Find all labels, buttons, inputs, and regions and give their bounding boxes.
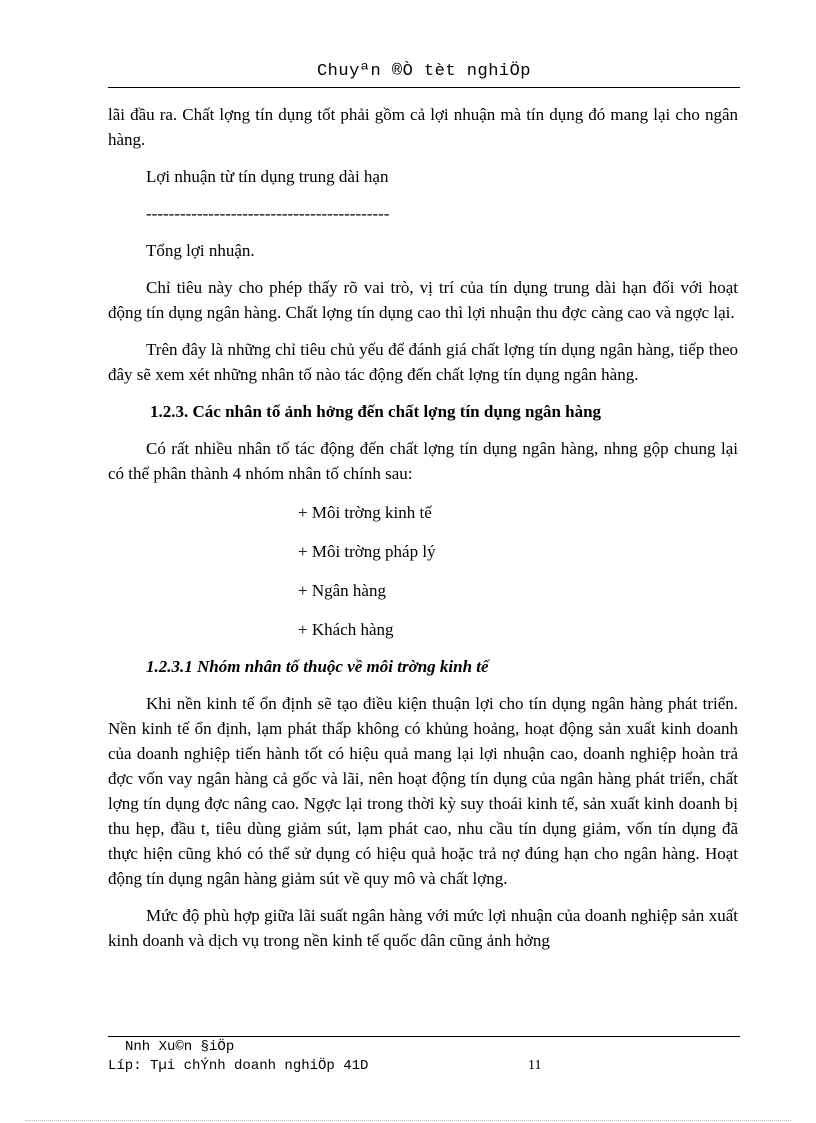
footer-author: Nnh Xu©n §iÖp [125, 1039, 235, 1055]
list-item-economic-environment: + Môi trờng kinh tế [298, 503, 432, 522]
header-divider [108, 87, 740, 88]
paragraph-summary: Trên đây là những chỉ tiêu chủ yếu để đánh giá chất lợng tín dụng ngân hàng, tiếp theo đây sẽ xem xét những nhân tố nào tác động đến chất lợng tín dụng ngân hàng. [108, 340, 738, 384]
list-item-legal-environment: + Môi trờng pháp lý [298, 542, 436, 561]
paragraph-interest-rate: Mức độ phù hợp giữa lãi suất ngân hàng với mức lợi nhuận của doanh nghiệp sản xuất kinh doanh và dịch vụ trong nền kinh tế quốc dân cũng ảnh hởng [108, 906, 738, 950]
page-number: 11 [528, 1058, 542, 1073]
formula-denominator: Tổng lợi nhuận. [146, 241, 255, 260]
paragraph-continuation: lãi đầu ra. Chất lợng tín dụng tốt phải gồm cả lợi nhuận mà tín dụng đó mang lại cho ngân hàng. [108, 105, 738, 149]
section-heading: 1.2.3. Các nhân tố ảnh hởng đến chất lợng tín dụng ngân hàng [150, 402, 602, 421]
document-body [108, 102, 738, 953]
paragraph-indicator-explanation: Chỉ tiêu này cho phép thấy rõ vai trò, vị trí của tín dụng trung dài hạn đối với hoạt động tín dụng ngân hàng. Chất lợng tín dụng cao thì lợi nhuận thu đợc càng cao và ngợc lại. [108, 278, 738, 322]
formula-fraction-line: ------------------------------------------- [146, 204, 390, 223]
page-bottom-border [25, 1120, 791, 1121]
footer-divider [108, 1036, 740, 1037]
page-header-title: Chuyªn ®Ò tèt nghiÖp [316, 62, 532, 81]
list-item-customer: + Khách hàng [298, 620, 394, 639]
formula-numerator: Lợi nhuận từ tín dụng trung dài hạn [146, 167, 389, 186]
list-item-bank: + Ngân hàng [298, 581, 386, 600]
subsection-heading: 1.2.3.1 Nhóm nhân tố thuộc về môi trờng kinh tế [146, 657, 489, 676]
paragraph-economic-stability: Khi nền kinh tế ổn định sẽ tạo điều kiện thuận lợi cho tín dụng ngân hàng phát triển. Nền kinh tế ổn định, lạm phát thấp không có khủng hoảng, hoạt động sản xuất kinh doanh của doanh nghiệp tiến hành tốt có hiệu quả mang lại lợi nhuận cao, doanh nghiệp hoàn trả đợc vốn vay ngân hàng cả gốc và lãi, nên hoạt động tín dụng của ngân hàng phát triển, chất lợng tín dụng đợc nâng cao. Ngợc lại trong thời kỳ suy thoái kinh tế, sản xuất kinh doanh bị thu hẹp, đầu t, tiêu dùng giảm sút, lạm phát cao, nhu cầu tín dụng giảm, vốn tín dụng đã thực hiện cũng khó có thể sử dụng có hiệu quả hoặc trả nợ đúng hạn cho ngân hàng. Hoạt động tín dụng ngân hàng giảm sút về quy mô và chất lợng. [108, 694, 738, 888]
paragraph-factors-intro: Có rất nhiều nhân tố tác động đến chất lợng tín dụng ngân hàng, nhng gộp chung lại có thể phân thành 4 nhóm nhân tố chính sau: [108, 439, 738, 483]
footer-class-line: Líp: Tµi chÝnh doanh nghiÖp 41D [108, 1058, 369, 1074]
